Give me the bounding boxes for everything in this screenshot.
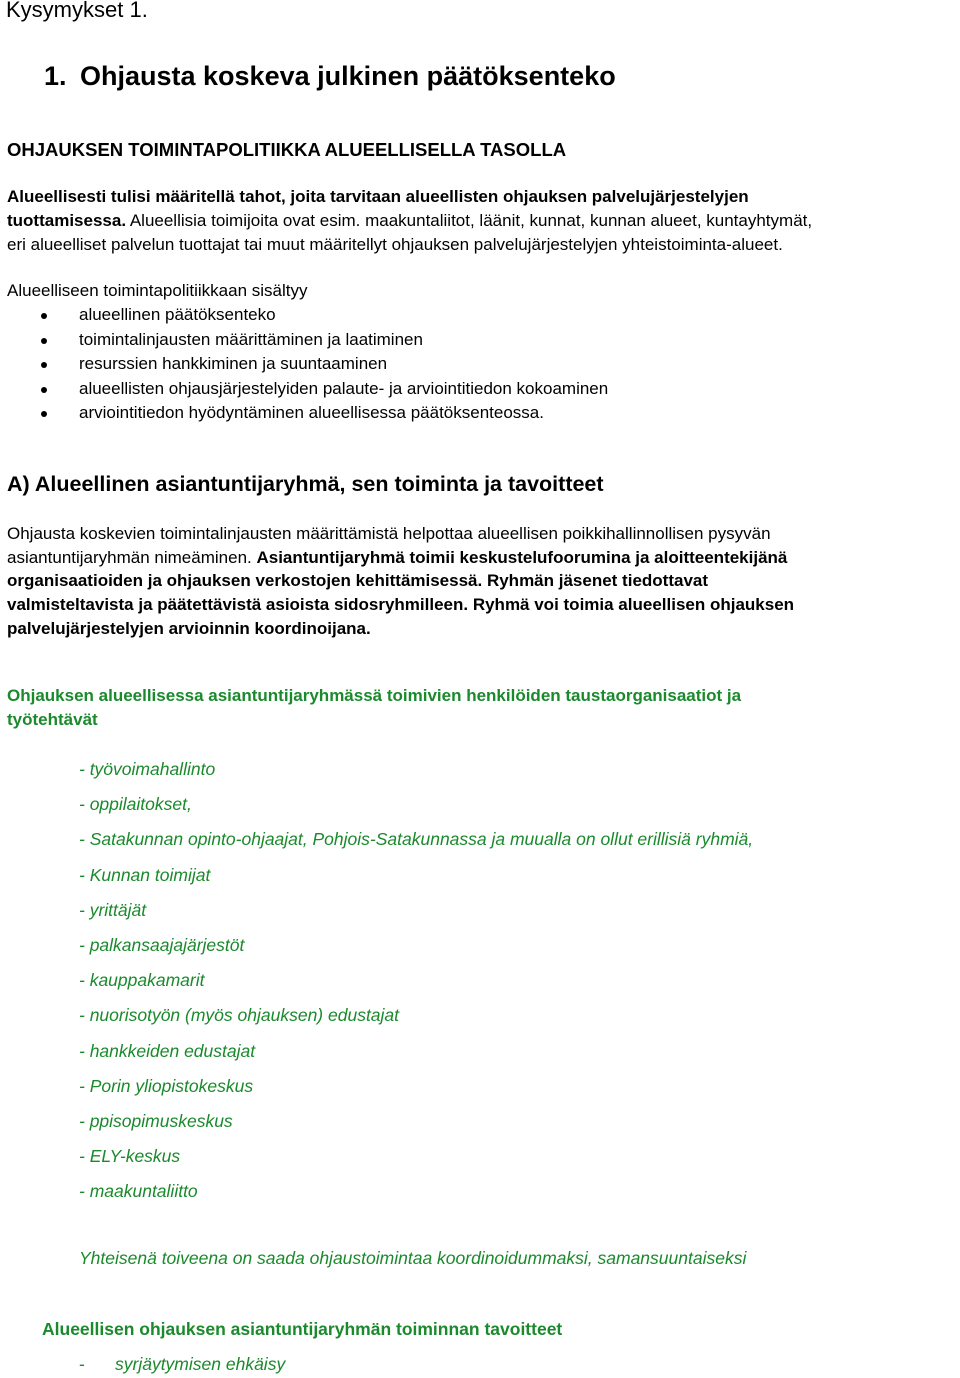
intro-line-2-bold: tuottamisessa.: [7, 211, 127, 230]
bullet-icon: [41, 387, 47, 393]
list-item: - ppisopimuskeskus: [79, 1111, 233, 1132]
group-line-2: [7, 546, 957, 570]
list-item: [79, 1352, 285, 1376]
group-line-5: palvelujärjestelyjen arvioinnin koordinoijana.: [7, 618, 371, 638]
list-item: [0, 401, 608, 426]
list-item: - ELY-keskus: [79, 1146, 181, 1167]
includes-list: [0, 303, 608, 426]
group-section-heading: A) Alueellinen asiantuntijaryhmä, sen toiminta ja tavoitteet: [7, 472, 604, 496]
list-item: [0, 377, 608, 402]
list-item-text: alueellinen päätöksenteko: [79, 305, 276, 324]
shared-wish-text: Yhteisenä toiveena on saada ohjaustoimintaa koordinoidummaksi, samansuuntaiseksi: [79, 1248, 747, 1268]
intro-line-2-rest: Alueellisia toimijoita ovat esim. maakuntaliitot, läänit, kunnat, kunnan alueet, kuntayhtymät,: [126, 211, 813, 230]
list-item: - kauppakamarit: [79, 970, 205, 991]
intro-line-3: eri alueelliset palvelun tuottajat tai muut määritellyt ohjauksen palvelujärjestelyjen yhteistoiminta-alueet.: [7, 235, 783, 254]
includes-lead: Alueelliseen toimintapolitiikkaan sisältyy: [7, 281, 308, 300]
section-title: [44, 60, 616, 92]
list-item: - työvoimahallinto: [79, 759, 216, 779]
section-title-text: Ohjausta koskeva julkinen päätöksenteko: [80, 61, 616, 91]
bullet-icon: [41, 411, 47, 417]
list-item: - nuorisotyön (myös ohjauksen) edustajat: [79, 1005, 400, 1026]
group-line-2-bold: Asiantuntijaryhmä toimii keskustelufoorumina ja aloitteentekijänä: [256, 547, 788, 567]
bullet-icon: [41, 313, 47, 319]
list-item: [0, 328, 608, 353]
list-item: - Porin yliopistokeskus: [79, 1075, 254, 1096]
document-header: Kysymykset 1.: [6, 0, 148, 22]
list-item-text: syrjäytymisen ehkäisy: [115, 1354, 286, 1374]
goals-heading: Alueellisen ohjauksen asiantuntijaryhmän toiminnan tavoitteet: [42, 1319, 563, 1339]
list-item: - palkansaajajärjestöt: [79, 935, 245, 956]
bullet-icon: [41, 338, 47, 344]
group-section-paragraph: [7, 522, 957, 641]
list-item: - oppilaitokset,: [79, 794, 192, 815]
members-heading-line-2: työtehtävät: [7, 710, 98, 729]
intro-line-1: Alueellisesti tulisi määritellä tahot, joita tarvitaan alueellisten ohjauksen palvelujärjestelyjen: [7, 187, 749, 206]
dash-marker: -: [79, 1354, 85, 1374]
list-item-text: alueellisten ohjausjärjestelyiden palaute- ja arviointitiedon kokoaminen: [79, 378, 609, 398]
members-list: [79, 752, 753, 1210]
list-item-text: toimintalinjausten määrittäminen ja laatiminen: [79, 329, 423, 349]
list-item: - Satakunnan opinto-ohjaajat, Pohjois-Satakunnassa ja muualla on ollut erillisiä ryhmiä,: [79, 829, 754, 850]
members-heading-line-1: Ohjauksen alueellisessa asiantuntijaryhmässä toimivien henkilöiden taustaorganisaatiot ja: [7, 686, 742, 705]
list-item: [0, 352, 608, 377]
policy-heading: OHJAUKSEN TOIMINTAPOLITIIKKA ALUEELLISELLA TASOLLA: [7, 139, 567, 160]
bullet-icon: [41, 362, 47, 368]
list-item: - maakuntaliitto: [79, 1181, 198, 1202]
intro-paragraph: [7, 185, 960, 257]
list-item: - hankkeiden edustajat: [79, 1040, 256, 1061]
intro-line-2: [7, 209, 960, 233]
list-item-text: resurssien hankkiminen ja suuntaaminen: [79, 354, 388, 374]
group-line-3: organisaatioiden ja ohjauksen verkostojen kehittämisessä. Ryhmän jäsenet tiedottavat: [7, 571, 709, 591]
section-number: 1.: [44, 61, 67, 91]
group-line-2-plain: asiantuntijaryhmän nimeäminen.: [7, 547, 257, 567]
members-heading: [7, 684, 741, 732]
list-item: - Kunnan toimijat: [79, 864, 211, 885]
list-item-text: arviointitiedon hyödyntäminen alueellisessa päätöksenteossa.: [79, 403, 544, 423]
list-item: [0, 303, 608, 328]
goals-list: [79, 1352, 285, 1376]
group-line-1: Ohjausta koskevien toimintalinjausten määrittämistä helpottaa alueellisen poikkihallinnollisen pysyvän: [7, 524, 771, 543]
list-item: - yrittäjät: [79, 899, 147, 920]
group-line-4: valmisteltavista ja päätettävistä asioista sidosryhmilleen. Ryhmä voi toimia alueellisen ohjauksen: [7, 595, 795, 615]
